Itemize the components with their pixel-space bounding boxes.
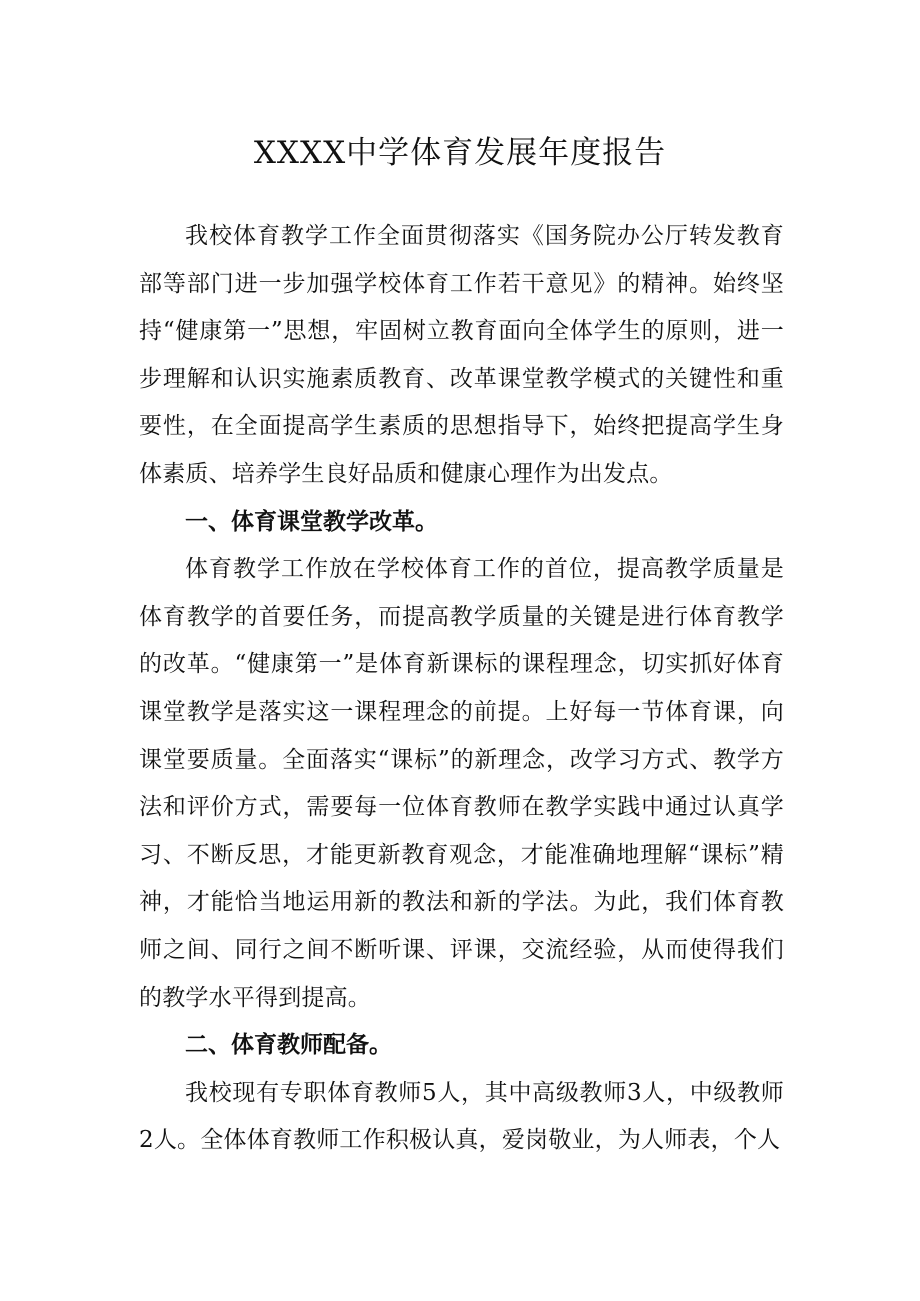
document-body: [139, 213, 784, 1165]
document-title: XXXX中学体育发展年度报告: [253, 134, 667, 171]
section-paragraph-teacher-staffing: 我校现有专职体育教师5人，其中高级教师3人，中级教师2人。全体体育教师工作积极认真，爱岗敬业，为人师表，个人: [139, 1079, 784, 1154]
section-heading-teaching-reform: 一、体育课堂教学改革。: [185, 508, 438, 535]
section-heading-teacher-staffing: 二、体育教师配备。: [185, 1032, 392, 1059]
section-paragraph-teaching-reform: 体育教学工作放在学校体育工作的首位，提高教学质量是体育教学的首要任务，而提高教学质量的关键是进行体育教学的改革。“健康第一”是体育新课标的课程理念，切实抓好体育课堂教学是落实这一课程理念的前提。上好每一节体育课，向课堂要质量。全面落实“课标”的新理念，改学习方式、教学方法和评价方式，需要每一位体育教师在教学实践中通过认真学习、不断反思，才能更新教育观念，才能准确地理解“课标”精神，才能恰当地运用新的教法和新的学法。为此，我们体育教师之间、同行之间不断听课、评课，交流经验，从而使得我们的教学水平得到提高。: [139, 556, 784, 1011]
intro-paragraph: 我校体育教学工作全面贯彻落实《国务院办公厅转发教育部等部门进一步加强学校体育工作若干意见》的精神。始终坚持“健康第一”思想，牢固树立教育面向全体学生的原则，进一步理解和认识实施素质教育、改革课堂教学模式的关键性和重要性，在全面提高学生素质的思想指导下，始终把提高学生身体素质、培养学生良好品质和健康心理作为出发点。: [139, 223, 784, 487]
